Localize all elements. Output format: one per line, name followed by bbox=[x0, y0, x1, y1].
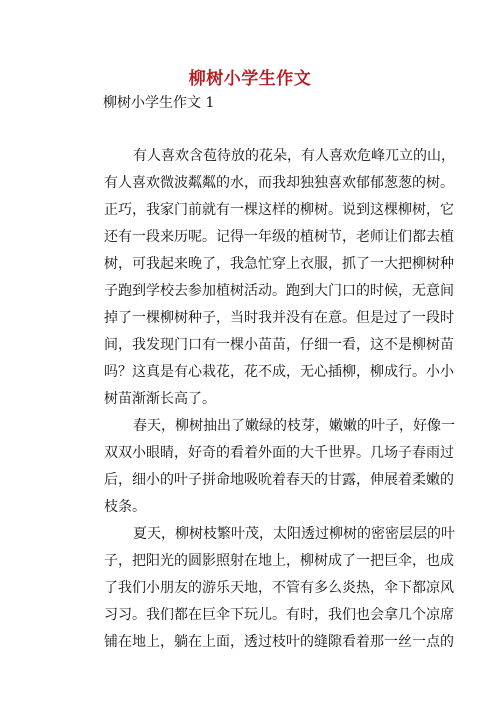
text-line: 了我们小朋友的游乐天地，不管有多么炎热，伞下都凉风 bbox=[104, 580, 454, 596]
text-line: 夏天，柳树枝繁叶茂，太阳透过柳树的密密层层的叶 bbox=[133, 526, 455, 542]
text-line: 有人喜欢含苞待放的花朵，有人喜欢危峰兀立的山， bbox=[133, 148, 455, 164]
text-line: 还有一段来历呢。记得一年级的植树节，老师让们都去植 bbox=[104, 229, 454, 245]
text-line: 间，我发现门口有一棵小苗苗，仔细一看，这不是柳树苗 bbox=[104, 337, 454, 353]
text-line: 树苗渐渐长高了。 bbox=[104, 391, 216, 407]
text-line: 子，把阳光的圆影照射在地上，柳树成了一把巨伞，也成 bbox=[104, 553, 454, 569]
text-line: 枝条。 bbox=[104, 499, 146, 515]
text-line: 树，可我起来晚了，我急忙穿上衣服，抓了一大把柳树种 bbox=[104, 256, 454, 272]
text-line: 有人喜欢微波粼粼的水，而我却独独喜欢郁郁葱葱的树。 bbox=[104, 175, 454, 191]
text-line: 春天，柳树抽出了嫩绿的枝芽，嫩嫩的叶子，好像一 bbox=[133, 418, 455, 434]
text-line: 后，细小的叶子拼命地吸吮着春天的甘露，伸展着柔嫩的 bbox=[104, 472, 454, 488]
text-line: 子跑到学校去参加植树活动。跑到大门口的时候，无意间 bbox=[104, 283, 454, 299]
text-line: 掉了一棵柳树种子，当时我并没有在意。但是过了一段时 bbox=[104, 310, 454, 326]
text-line: 习习。我们都在巨伞下玩儿。有时，我们也会拿几个凉席 bbox=[104, 607, 454, 623]
text-line: 铺在地上，躺在上面，透过枝叶的缝隙看着那一丝一点的 bbox=[104, 634, 454, 650]
text-line: 双双小眼睛，好奇的看着外面的大千世界。几场子春雨过 bbox=[104, 445, 454, 461]
document-title: 柳树小学生作文 bbox=[188, 69, 312, 89]
text-line: 吗？这真是有心栽花，花不成，无心插柳，柳成行。小小 bbox=[104, 364, 454, 380]
document-subtitle: 柳树小学生作文 1 bbox=[103, 95, 215, 111]
text-line: 正巧，我家门前就有一棵这样的柳树。说到这棵柳树，它 bbox=[104, 202, 454, 218]
